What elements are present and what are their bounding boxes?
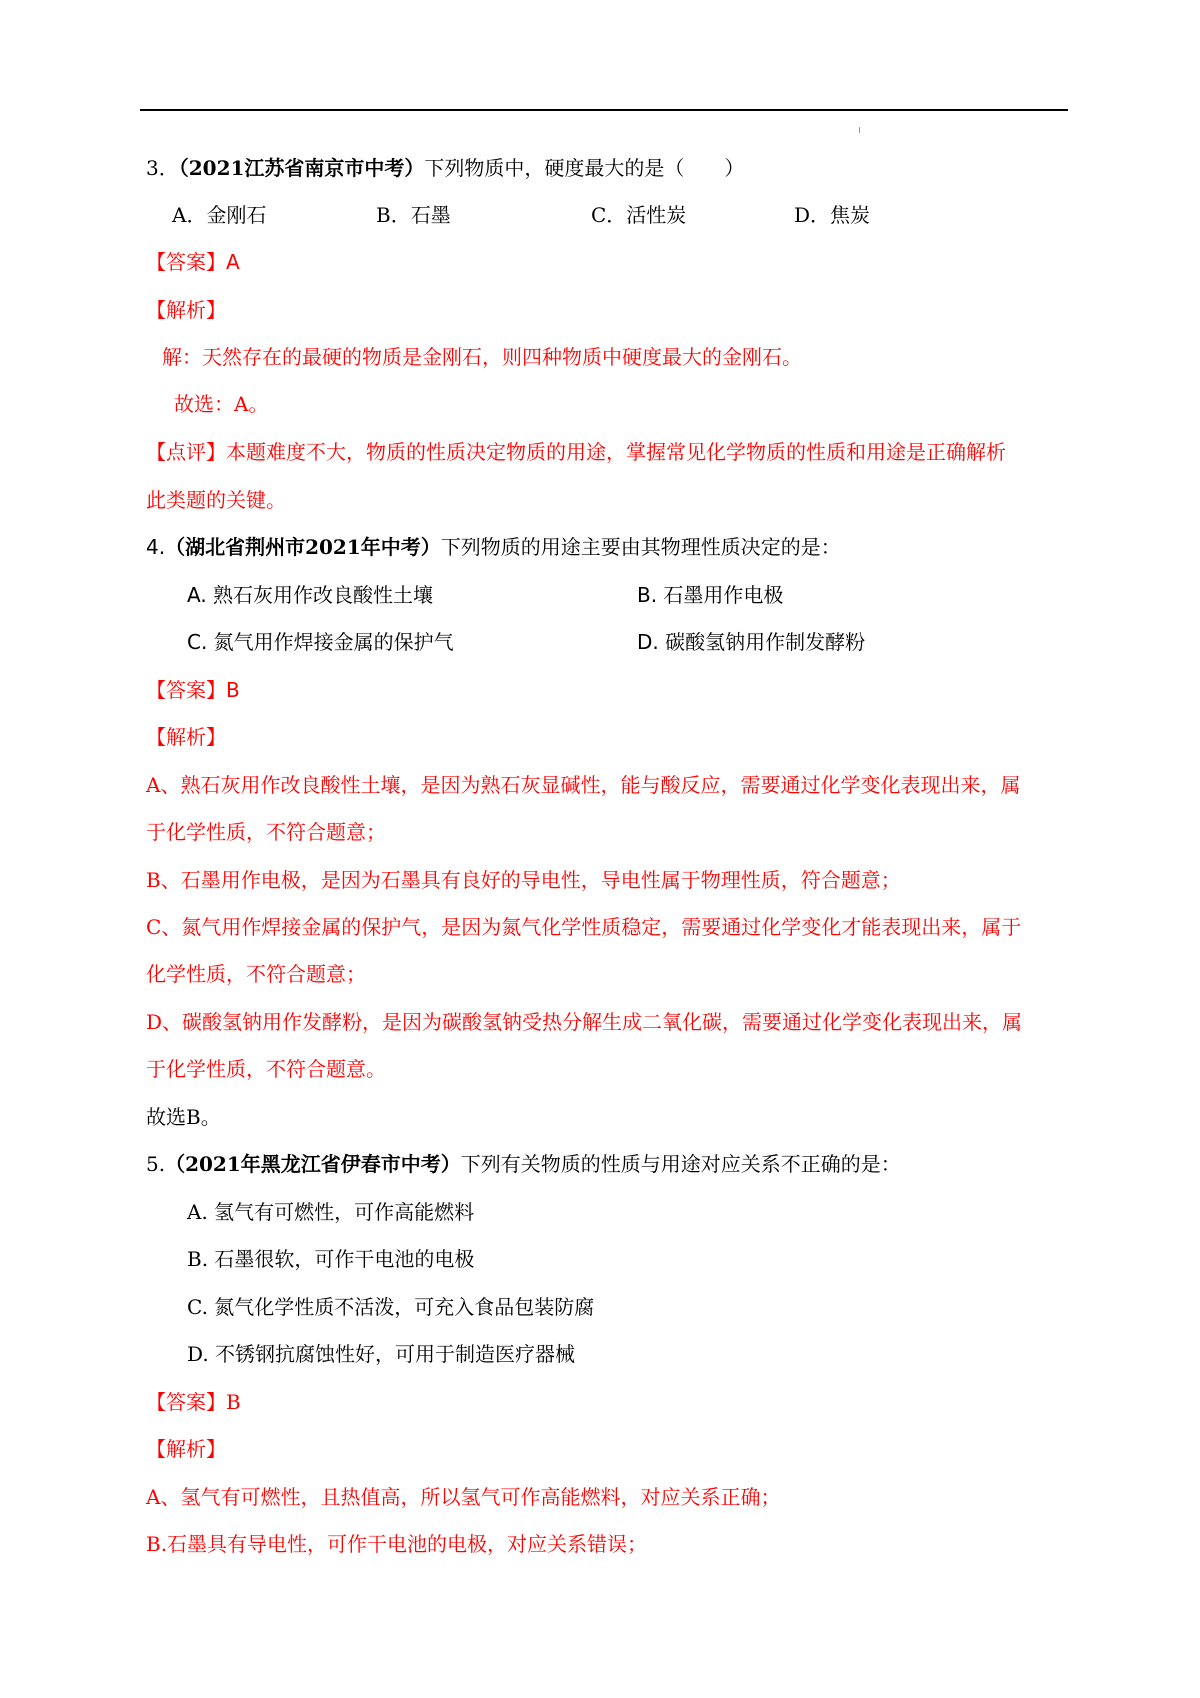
q3-option-a: A．金刚石 [172,203,267,227]
q4-analysis-line: 于化学性质，不符合题意； [146,820,386,844]
question-source: （2021年黑龙江省伊春市中考） [165,1152,461,1176]
question-source: （2021江苏省南京市中考） [178,156,425,180]
q4-analysis-label: 【解析】 [146,725,226,749]
question-text: 下列物质的用途主要由其物理性质决定的是： [440,535,841,559]
q3-option-b: B．石墨 [376,203,451,227]
answer-label: 【答案】 [146,1390,226,1414]
q5-analysis-line: A、氢气有可燃性，且热值高，所以氢气可作高能燃料，对应关系正确； [146,1485,781,1509]
q5-option-a: A. 氢气有可燃性，可作高能燃料 [187,1200,475,1224]
q4-analysis-line: 于化学性质，不符合题意。 [146,1057,386,1081]
question-4-stem [146,532,841,562]
answer-value: B [226,678,240,702]
q4-answer [146,675,240,705]
q3-comment-line-2: 此类题的关键。 [146,488,286,512]
q5-answer [146,1387,241,1417]
q4-analysis-line: C、氮气用作焊接金属的保护气，是因为氮气化学性质稳定，需要通过化学变化才能表现出来，属于 [146,915,1022,939]
question-text: 下列有关物质的性质与用途对应关系不正确的是： [460,1152,901,1176]
q4-option-a: A. 熟石灰用作改良酸性土壤 [187,583,434,607]
q4-analysis-line: D、碳酸氢钠用作发酵粉，是因为碳酸氢钠受热分解生成二氧化碳，需要通过化学变化表现出来，属 [146,1010,1023,1034]
answer-value: A [226,250,240,274]
question-text: 下列物质中，硬度最大的是（ ） [424,156,745,180]
page-marker [859,127,860,133]
q3-choice-line: 故选：A。 [174,392,269,416]
q3-analysis-label: 【解析】 [146,298,226,322]
q3-answer [146,247,240,277]
q5-analysis-line: B.石墨具有导电性，可作干电池的电极，对应关系错误； [146,1532,648,1556]
answer-label: 【答案】 [146,678,226,702]
q3-comment [146,437,1006,467]
q4-option-c: C. 氮气用作焊接金属的保护气 [187,630,454,654]
q5-option-c: C. 氮气化学性质不活泼，可充入食品包装防腐 [187,1295,595,1319]
q4-analysis-line: 化学性质，不符合题意； [146,962,366,986]
answer-value: B [226,1390,241,1414]
header-rule [140,109,1068,111]
q5-option-b: B. 石墨很软，可作干电池的电极 [187,1247,475,1271]
question-3-stem [146,153,744,183]
question-number: 5. [146,1152,166,1176]
q5-option-d: D. 不锈钢抗腐蚀性好，可用于制造医疗器械 [187,1342,576,1366]
comment-text: 本题难度不大，物质的性质决定物质的用途，掌握常见化学物质的性质和用途是正确解析 [226,440,1006,464]
q4-analysis-line: A、熟石灰用作改良酸性土壤，是因为熟石灰显碱性，能与酸反应，需要通过化学变化表现出来，属 [146,773,1021,797]
question-number: 3． [146,156,179,180]
question-number: 4. [146,535,166,559]
q4-choice-line: 故选B。 [146,1105,221,1129]
q3-option-d: D．焦炭 [794,203,871,227]
comment-label: 【点评】 [146,440,226,464]
q4-option-b: B. 石墨用作电极 [637,583,784,607]
question-5-stem [146,1149,901,1179]
q3-analysis-line: 解：天然存在的最硬的物质是金刚石，则四种物质中硬度最大的金刚石。 [162,345,802,369]
q5-analysis-label: 【解析】 [146,1437,226,1461]
q4-analysis-line: B、石墨用作电极，是因为石墨具有良好的导电性，导电性属于物理性质，符合题意； [146,868,901,892]
answer-label: 【答案】 [146,250,226,274]
question-source: （湖北省荆州市2021年中考） [165,535,441,559]
q3-option-c: C．活性炭 [591,203,687,227]
q4-option-d: D. 碳酸氢钠用作制发酵粉 [637,630,866,654]
